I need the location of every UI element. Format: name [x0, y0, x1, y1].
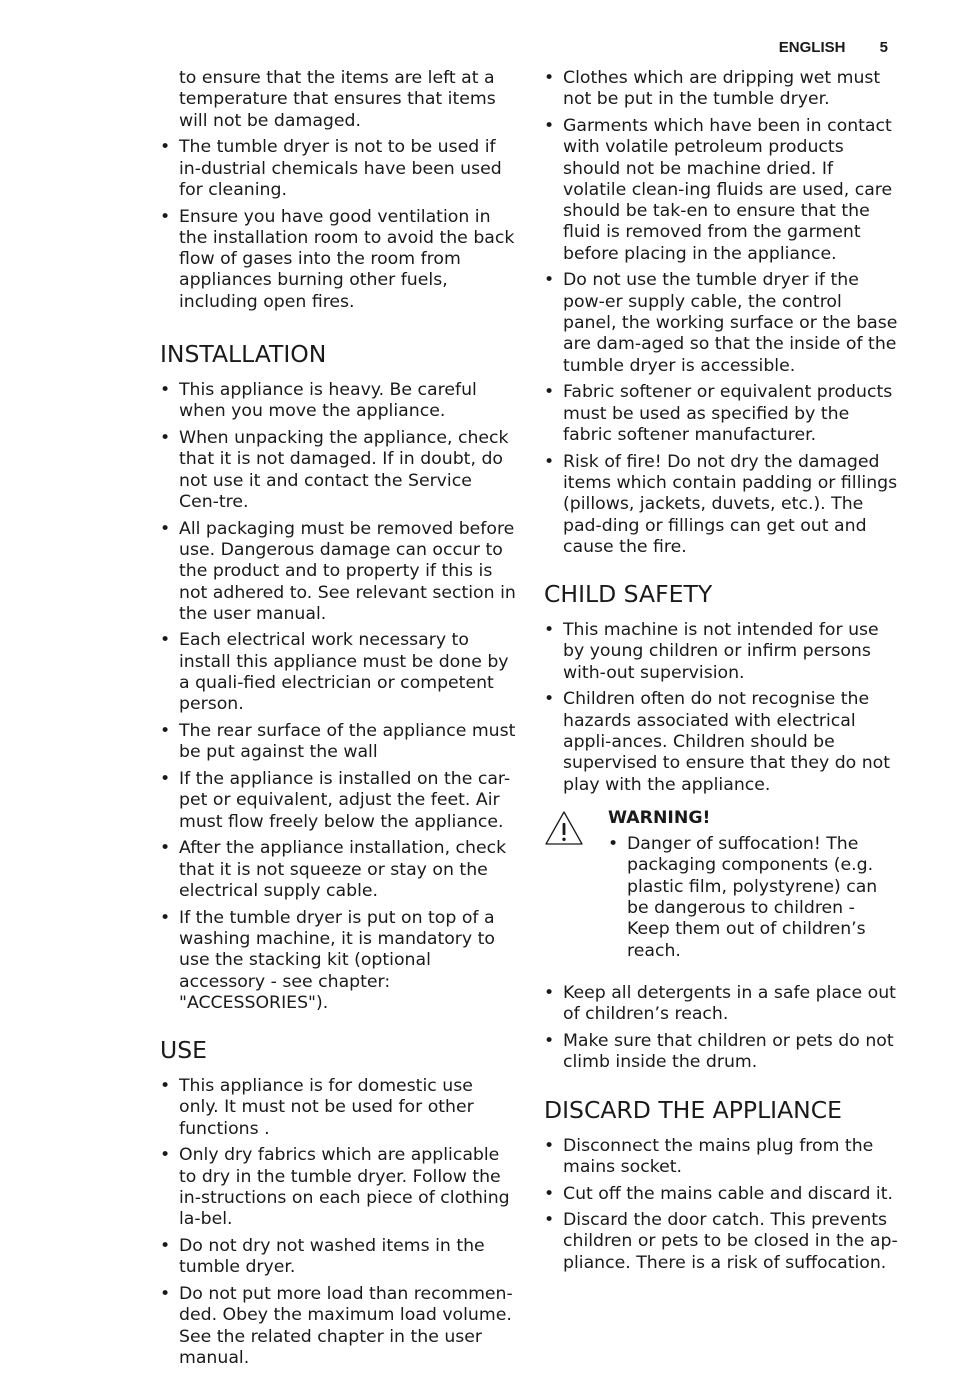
list-item: • Fabric softener or equivalent products must be used as specified by the fabric softener manufacturer. — [544, 382, 900, 446]
section-title-installation: INSTALLATION — [160, 340, 327, 369]
list-item: • Do not put more load than recommen-ded. Obey the maximum load volume. See the related chapter in the user manual. — [160, 1284, 516, 1369]
list-item: • Danger of suffocation! The packaging components (e.g. plastic film, polystyrene) can be dangerous to children - Keep them out of children’s reach. — [608, 834, 900, 962]
list-item: • Ensure you have good ventilation in the installation room to avoid the back flow of gases into the room from appliances burning other fuels, including open fires. — [160, 207, 516, 313]
page-number: 5 — [879, 39, 888, 56]
section-title-child-safety: CHILD SAFETY — [544, 580, 713, 609]
list-item: • If the tumble dryer is put on top of a washing machine, it is mandatory to use the stacking kit (optional accessory - see chapter: "ACCESSORIES"). — [160, 908, 516, 1014]
section-title-use: USE — [160, 1036, 207, 1065]
list-item: • Do not use the tumble dryer if the pow-er supply cable, the control panel, the working surface or the base are dam-aged so that the inside of the tumble dryer is accessible. — [544, 270, 900, 376]
list-item: • Do not dry not washed items in the tumble dryer. — [160, 1236, 516, 1279]
list-item: • Discard the door catch. This prevents children or pets to be closed in the ap-pliance. There is a risk of suffocation. — [544, 1210, 900, 1274]
list-item: • After the appliance installation, check that it is not squeeze or stay on the electrical supply cable. — [160, 838, 516, 902]
list-item: • This machine is not intended for use by young children or infirm persons with-out supervision. — [544, 620, 900, 684]
right-column — [544, 68, 900, 1279]
section-title-discard: DISCARD THE APPLIANCE — [544, 1095, 843, 1124]
list-item: • This appliance is for domestic use only. It must not be used for other functions . — [160, 1076, 516, 1140]
list-item: • Keep all detergents in a safe place out of children’s reach. — [544, 983, 900, 1026]
warning-triangle-icon — [544, 810, 584, 846]
list-item: • Disconnect the mains plug from the mains socket. — [544, 1136, 900, 1179]
page-header — [779, 39, 888, 56]
left-column — [160, 68, 516, 1375]
list-item: • If the appliance is installed on the car-pet or equivalent, adjust the feet. Air must flow freely below the appliance. — [160, 769, 516, 833]
list-item: • Only dry fabrics which are applicable to dry in the tumble dryer. Follow the in-structions on each piece of clothing la-bel. — [160, 1145, 516, 1230]
list-item: • Risk of fire! Do not dry the damaged items which contain padding or fillings (pillows, jackets, duvets, etc.). The pad-ding or fillings can get out and cause the fire. — [544, 452, 900, 558]
warning-title: WARNING! — [608, 807, 711, 828]
list-item: • Clothes which are dripping wet must not be put in the tumble dryer. — [544, 68, 900, 111]
intro-continuation: to ensure that the items are left at a temperature that ensures that items will not be damaged. — [179, 68, 496, 131]
list-item: • This appliance is heavy. Be careful when you move the appliance. — [160, 380, 516, 423]
list-item: • Children often do not recognise the hazards associated with electrical appli-ances. Children should be supervised to ensure that they do not play with the appliance. — [544, 689, 900, 795]
warning-box — [544, 808, 900, 962]
list-item: • All packaging must be removed before use. Dangerous damage can occur to the product and to property if this is not adhered to. See relevant section in the user manual. — [160, 519, 516, 625]
list-item: • Cut off the mains cable and discard it. — [544, 1184, 900, 1205]
list-item: • The tumble dryer is not to be used if in-dustrial chemicals have been used for cleaning. — [160, 137, 516, 201]
list-item: • Garments which have been in contact with volatile petroleum products should not be machine dried. If volatile clean-ing fluids are used, care should be tak-en to ensure that the fluid is removed from the garment before placing in the appliance. — [544, 116, 900, 265]
header-language: ENGLISH — [778, 39, 846, 56]
list-item: • When unpacking the appliance, check that it is not damaged. If in doubt, do not use it and contact the Service Cen-tre. — [160, 428, 516, 513]
list-item: • Make sure that children or pets do not climb inside the drum. — [544, 1031, 900, 1074]
list-item: • The rear surface of the appliance must be put against the wall — [160, 721, 516, 764]
list-item: • Each electrical work necessary to install this appliance must be done by a quali-fied electrician or competent person. — [160, 630, 516, 715]
